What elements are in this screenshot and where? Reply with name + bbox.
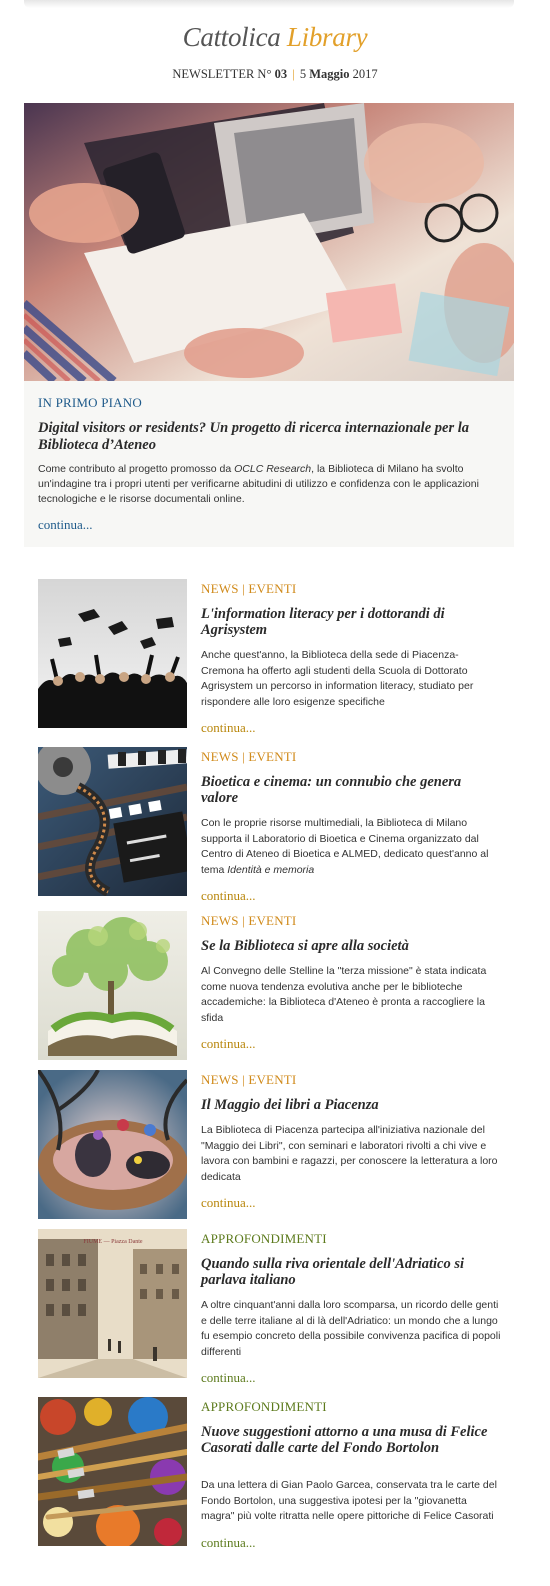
hero-text-part2: , la Biblioteca di Milano ha svolto un'indagine tra i propri utenti per verificarne abitudini di utilizzo e confidenza con le applicazioni tecnologiche e le risorse documentali online.	[38, 463, 479, 505]
article-title[interactable]: Nuove suggestioni attorno a una musa di Felice Casorati dalle carte del Fondo Bortolon	[201, 1424, 488, 1456]
article-image-book-tree[interactable]	[38, 911, 187, 1060]
postcard-caption: FIUME — Piazza Dante	[83, 1239, 143, 1245]
issue-separator: |	[292, 67, 295, 81]
issue-line	[0, 67, 550, 82]
issue-number: 03	[274, 67, 288, 81]
article-image-film[interactable]	[38, 747, 187, 896]
article-text	[201, 816, 501, 878]
issue-prefix: NEWSLETTER N°	[172, 67, 272, 81]
article-continua-link[interactable]: continua...	[201, 720, 256, 735]
article-image-vintage-street[interactable]	[38, 1229, 187, 1378]
article-text: Al Convegno delle Stelline la "terza missione" è stata indicata come nuova tendenza evolutiva anche per le biblioteche accademiche: la Biblioteca d'Ateneo è pronta a raccogliere la sfida	[201, 965, 487, 1024]
article-title[interactable]: Bioetica e cinema: un connubio che genera valore	[201, 774, 462, 806]
article-continua-link[interactable]: continua...	[201, 1195, 256, 1210]
article-text-part1: Con le proprie risorse multimediali, la Biblioteca di Milano supporta il Laboratorio di Bioetica e Cinema organizzato dal Centro di Ateneo di Bioetica e ALMED, dedicato quest'anno al tema	[201, 817, 489, 876]
article-image-paintbrushes[interactable]	[38, 1397, 187, 1546]
issue-month: Maggio	[309, 67, 350, 81]
hero-text-part1: Come contributo al progetto promosso da	[38, 463, 235, 475]
hero-text	[38, 462, 500, 507]
article-kicker: NEWS | EVENTI	[201, 1072, 297, 1087]
article-title[interactable]: L'information literacy per i dottorandi di Agrisystem	[201, 606, 445, 638]
article-continua-link[interactable]: continua...	[201, 1036, 256, 1051]
article-kicker: NEWS | EVENTI	[201, 913, 297, 928]
issue-day: 5	[299, 67, 307, 81]
hero-text-italic: OCLC Research	[234, 463, 312, 475]
article-continua-link[interactable]: continua...	[201, 888, 256, 903]
article-text-italic: Identità e memoria	[227, 863, 315, 876]
article-text: A oltre cinquant'anni dalla loro scomparsa, un ricordo delle genti e delle terre italiane al di là dell'Adriatico: un mondo che a lungo fu esempio concreto della possibile convivenza pacifica di popoli differenti	[201, 1299, 501, 1358]
hero-continua-link[interactable]: continua...	[38, 517, 93, 532]
hero-image[interactable]	[24, 103, 514, 381]
article-continua-link[interactable]: continua...	[201, 1370, 256, 1385]
article-kicker: APPROFONDIMENTI	[201, 1399, 327, 1414]
article-kicker: NEWS | EVENTI	[201, 581, 297, 596]
article-kicker: APPROFONDIMENTI	[201, 1231, 327, 1246]
primo-piano-section	[24, 103, 514, 547]
article-text: Anche quest'anno, la Biblioteca della sede di Piacenza-Cremona ha offerto agli studenti della Scuola di Dottorato Agrisystem un percorso in information literacy, studiato per rispondere alle loro esigenze specifiche	[201, 649, 474, 708]
article-kicker: NEWS | EVENTI	[201, 749, 297, 764]
article-title[interactable]: Se la Biblioteca si apre alla società	[201, 938, 409, 954]
article-title[interactable]: Quando sulla riva orientale dell'Adriatico si parlava italiano	[201, 1256, 465, 1288]
article-title[interactable]: Il Maggio dei libri a Piacenza	[201, 1097, 379, 1113]
top-shadow	[24, 0, 514, 8]
primo-piano-kicker: IN PRIMO PIANO	[38, 395, 142, 410]
logo-word-library: Library	[286, 22, 368, 52]
issue-year: 2017	[352, 67, 378, 81]
article-continua-link[interactable]: continua...	[201, 1534, 256, 1550]
article-text: Da una lettera di Gian Paolo Garcea, conservata tra le carte del Fondo Bortolon, una suggestiva ipotesi per la "giovanetta magra" più volte ritratta nelle opere pittoriche di Felice Casorati	[201, 1479, 497, 1522]
article-text: La Biblioteca di Piacenza partecipa all'iniziativa nazionale del "Maggio dei Libri", con seminari e laboratori rivolti a chi vive e lavora con bambini e ragazzi, per conoscere la letteratura a loro dedicata	[201, 1124, 498, 1183]
logo-word-cattolica: Cattolica	[182, 22, 281, 52]
article-image-fairytale[interactable]	[38, 1070, 187, 1219]
article-image-graduation[interactable]	[38, 579, 187, 728]
hero-title[interactable]: Digital visitors or residents? Un progetto di ricerca internazionale per la Biblioteca d’Ateneo	[38, 420, 469, 453]
logo[interactable]	[0, 22, 550, 53]
